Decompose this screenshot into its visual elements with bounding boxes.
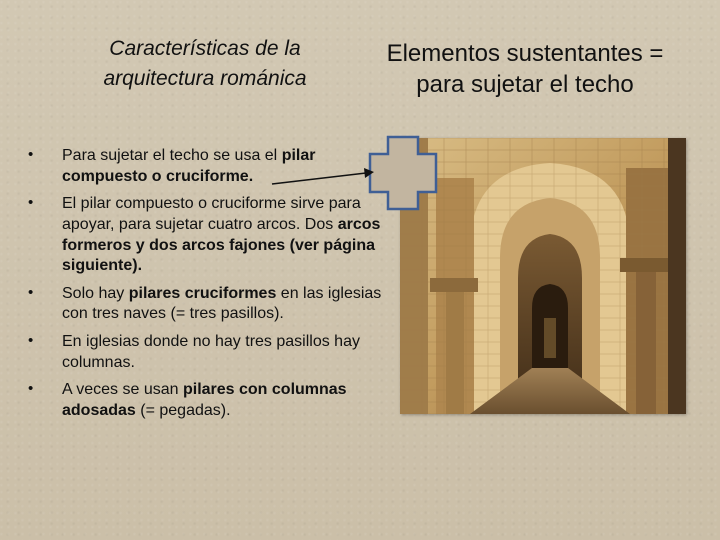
bullet-dot-icon: •	[28, 332, 34, 349]
bullet-text: en las iglesias con tres naves (= tres pasillos).	[62, 284, 382, 323]
bullet-item	[28, 146, 400, 187]
bullet-bold-text: pilares cruciformes	[128, 284, 277, 302]
title-right	[360, 38, 690, 100]
romanesque-nave-photo	[400, 138, 686, 414]
bullet-list	[28, 146, 400, 429]
title-left-line2: arquitectura románica	[103, 66, 307, 90]
bullet-text: (= pegadas).	[135, 401, 231, 419]
title-left-line1: Características de la	[109, 37, 301, 60]
bullet-bold-text: pilar compuesto o cruciforme.	[62, 147, 316, 185]
bullet-dot-icon: •	[28, 380, 34, 398]
bullet-bold-text: pilares con columnas adosadas	[62, 381, 347, 419]
bullet-dot-icon: •	[28, 146, 34, 163]
bullet-item	[28, 380, 400, 421]
bullet-text: El pilar compuesto o cruciforme sirve para apoyar, para sujetar cuatro arcos. Dos	[62, 195, 361, 233]
title-left	[60, 34, 350, 94]
bullet-bold-text: arcos formeros y dos arcos fajones (ver página siguiente).	[62, 215, 381, 275]
bullet-dot-icon: •	[28, 283, 34, 301]
bullet-item	[28, 194, 400, 277]
title-right-line2: para sujetar el techo	[416, 71, 634, 99]
title-right-line1: Elementos sustentantes =	[386, 40, 664, 67]
bullet-text: Para sujetar el techo se usa el	[62, 147, 282, 164]
bullet-dot-icon: •	[28, 194, 34, 212]
bullet-text: Solo hay	[62, 284, 129, 302]
bullet-item	[28, 284, 400, 325]
bullet-item	[28, 332, 400, 373]
bullet-text: A veces se usan	[62, 381, 183, 399]
bullet-text: En iglesias donde no hay tres pasillos hay columnas.	[62, 333, 360, 371]
